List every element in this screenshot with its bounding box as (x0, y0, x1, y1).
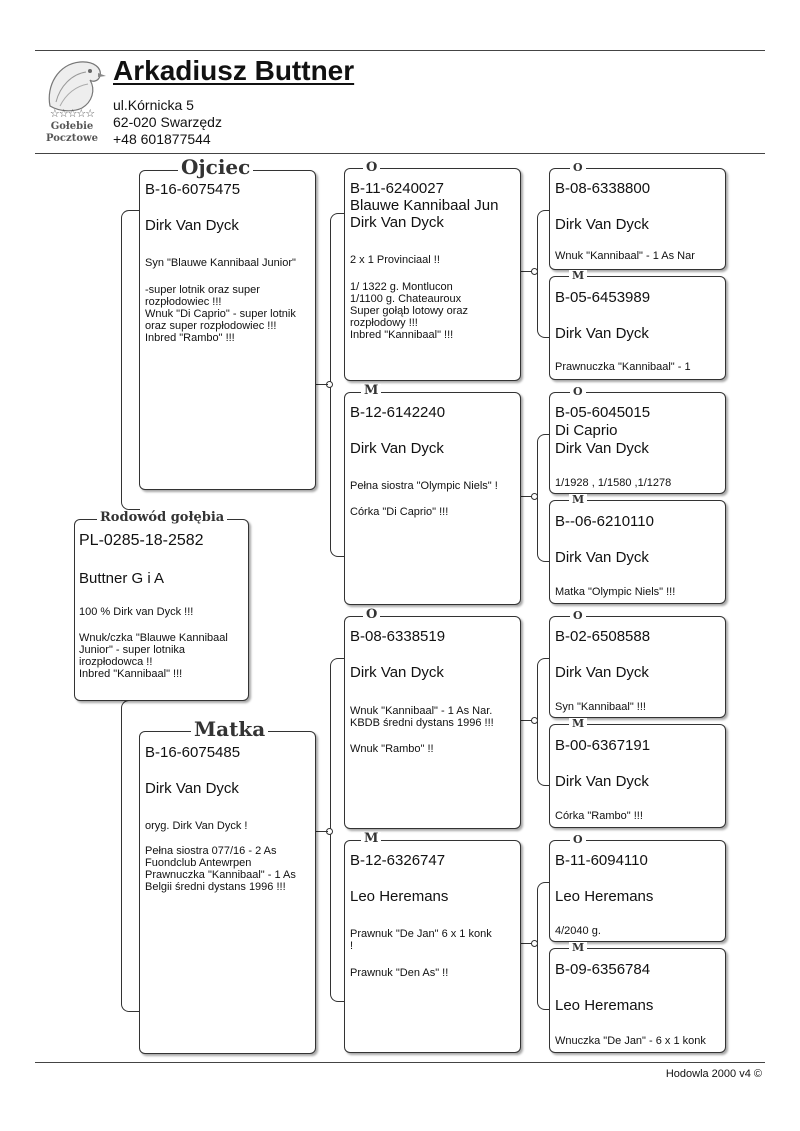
ggp-card (549, 724, 726, 828)
mmf-ring: B-11-6094110 (555, 852, 648, 869)
gf-father-card (344, 168, 521, 381)
mm-note-2: Prawnuk "Den As" !! (350, 967, 449, 979)
connector-line (520, 720, 532, 721)
fff-breeder: Dirk Van Dyck (555, 216, 649, 233)
connector-dot (531, 717, 538, 724)
ff-legend: O (363, 161, 380, 174)
mff-note: Syn "Kannibaal" !!! (555, 701, 646, 713)
ggp-card (549, 168, 726, 270)
fm-note-2: Córka "Di Caprio" !!! (350, 506, 449, 518)
connector-dot (531, 268, 538, 275)
ff-note-1: 2 x 1 Provinciaal !! (350, 254, 440, 266)
ffm-legend: M (569, 270, 587, 281)
mf-note-2: Wnuk "Rambo" !! (350, 743, 434, 755)
mf-legend: O (363, 608, 380, 621)
mf-breeder: Dirk Van Dyck (350, 664, 444, 681)
father-legend: Ojciec (178, 157, 253, 177)
ff-ring: B-11-6240027 (350, 180, 444, 197)
father-note-1: Syn "Blauwe Kannibaal Junior" (145, 257, 296, 269)
mmm-legend: M (569, 942, 587, 953)
fff-note: Wnuk "Kannibaal" - 1 As Nar (555, 250, 695, 262)
ff-name: Blauwe Kannibaal Jun (350, 197, 499, 214)
mfm-ring: B-00-6367191 (555, 737, 651, 754)
phone: +48 601877544 (113, 131, 211, 147)
fmm-ring: B--06-6210110 (555, 513, 654, 530)
connector-line (520, 271, 532, 272)
fmf-legend: O (570, 386, 586, 397)
mother-card (139, 731, 316, 1054)
connector-line (314, 384, 328, 385)
logo-stars: ☆☆☆☆☆ (49, 108, 95, 120)
mmf-note: 4/2040 g. (555, 925, 601, 937)
mother-breeder: Dirk Van Dyck (145, 780, 239, 797)
subject-breeder: Buttner G i A (79, 570, 165, 587)
mff-legend: O (570, 610, 586, 621)
ffm-ring: B-05-6453989 (555, 289, 651, 306)
fm-breeder: Dirk Van Dyck (350, 440, 444, 457)
header-rule (35, 153, 765, 154)
ggp-card (549, 948, 726, 1053)
gm-father-card (344, 392, 521, 605)
fmm-breeder: Dirk Van Dyck (555, 549, 649, 566)
fmf-note: 1/1928 , 1/1580 ,1/1278 (555, 477, 672, 489)
father-card (139, 170, 316, 490)
footer-rule (35, 1062, 765, 1063)
fmm-note: Matka "Olympic Niels" !!! (555, 586, 676, 598)
ggp-card (549, 392, 726, 494)
subject-note-2: Wnuk/czka "Blauwe Kannibaal Junior" - super lotnika irozpłodowca !! Inbred "Kannibaal" !!! (79, 632, 228, 680)
fm-note-1: Pełna siostra "Olympic Niels" ! (350, 480, 498, 492)
connector-line (520, 496, 532, 497)
gm-mother-card (344, 840, 521, 1053)
ffm-breeder: Dirk Van Dyck (555, 325, 649, 342)
subject-legend: Rodowód gołębia (97, 511, 227, 524)
subject-note-1: 100 % Dirk van Dyck !!! (79, 606, 194, 618)
mff-breeder: Dirk Van Dyck (555, 664, 649, 681)
mmm-note: Wnuczka "De Jan" - 6 x 1 konk (555, 1035, 706, 1047)
connector-subject-mother (121, 700, 140, 1012)
footer-credit: Hodowla 2000 v4 © (665, 1068, 762, 1080)
ffm-note: Prawnuczka "Kannibaal" - 1 (555, 361, 691, 373)
fm-legend: M (361, 384, 381, 397)
gf-mother-card (344, 616, 521, 829)
mother-ring: B-16-6075485 (145, 744, 241, 761)
father-note-2: -super lotnik oraz super rozpłodowiec !!! Wnuk "Di Caprio" - super lotnik oraz super rozpłodowiec !!! Inbred "Rambo" !!! (145, 284, 296, 344)
mother-note-1: oryg. Dirk Van Dyck ! (145, 820, 248, 832)
mm-breeder: Leo Heremans (350, 888, 449, 905)
father-breeder: Dirk Van Dyck (145, 217, 239, 234)
mfm-breeder: Dirk Van Dyck (555, 773, 649, 790)
mfm-note: Córka "Rambo" !!! (555, 810, 643, 822)
top-rule (35, 50, 765, 51)
mmf-breeder: Leo Heremans (555, 888, 654, 905)
fmm-legend: M (569, 494, 587, 505)
ggp-card (549, 616, 726, 718)
ggp-card (549, 840, 726, 942)
mm-legend: M (361, 832, 381, 845)
father-ring: B-16-6075475 (145, 181, 241, 198)
connector-dot (531, 493, 538, 500)
address-line-1: ul.Kórnicka 5 (113, 97, 194, 113)
connector-subject-father (121, 210, 140, 510)
fmf-breeder: Dirk Van Dyck (555, 440, 649, 457)
mmf-legend: O (570, 834, 586, 845)
connector-line (314, 831, 328, 832)
mfm-legend: M (569, 718, 587, 729)
ggp-card (549, 500, 726, 604)
connector-line (520, 943, 532, 944)
ggp-card (549, 276, 726, 380)
mf-note-1: Wnuk "Kannibaal" - 1 As Nar. KBDB średni dystans 1996 !!! (350, 705, 494, 729)
subject-card (74, 519, 249, 701)
mother-legend: Matka (191, 719, 268, 739)
mmm-ring: B-09-6356784 (555, 961, 651, 978)
ff-note-2: 1/ 1322 g. Montlucon 1/1100 g. Chateauroux Super gołąb lotowy oraz rozpłodowy !!! Inbred "Kannibaal" !!! (350, 281, 469, 341)
logo-text-2: Pocztowe (46, 133, 98, 144)
ff-breeder: Dirk Van Dyck (350, 214, 444, 231)
breeder-name: Arkadiusz Buttner (113, 55, 355, 86)
fm-ring: B-12-6142240 (350, 404, 446, 421)
mf-ring: B-08-6338519 (350, 628, 446, 645)
mother-note-2: Pełna siostra 077/16 - 2 As Fuondclub Antewrpen Prawnuczka "Kannibaal" - 1 As Belgii średni dystans 1996 !!! (145, 845, 296, 893)
mm-ring: B-12-6326747 (350, 852, 446, 869)
address-line-2: 62-020 Swarzędz (113, 114, 222, 130)
mm-note-1: Prawnuk "De Jan" 6 x 1 konk ! (350, 928, 492, 952)
mff-ring: B-02-6508588 (555, 628, 651, 645)
fmf-name: Di Caprio (555, 422, 618, 439)
fff-legend: O (570, 162, 586, 173)
fmf-ring: B-05-6045015 (555, 404, 651, 421)
connector-dot (531, 940, 538, 947)
fff-ring: B-08-6338800 (555, 180, 651, 197)
logo-text-1: Gołebie (50, 121, 94, 132)
mmm-breeder: Leo Heremans (555, 997, 654, 1014)
subject-ring: PL-0285-18-2582 (79, 532, 204, 549)
